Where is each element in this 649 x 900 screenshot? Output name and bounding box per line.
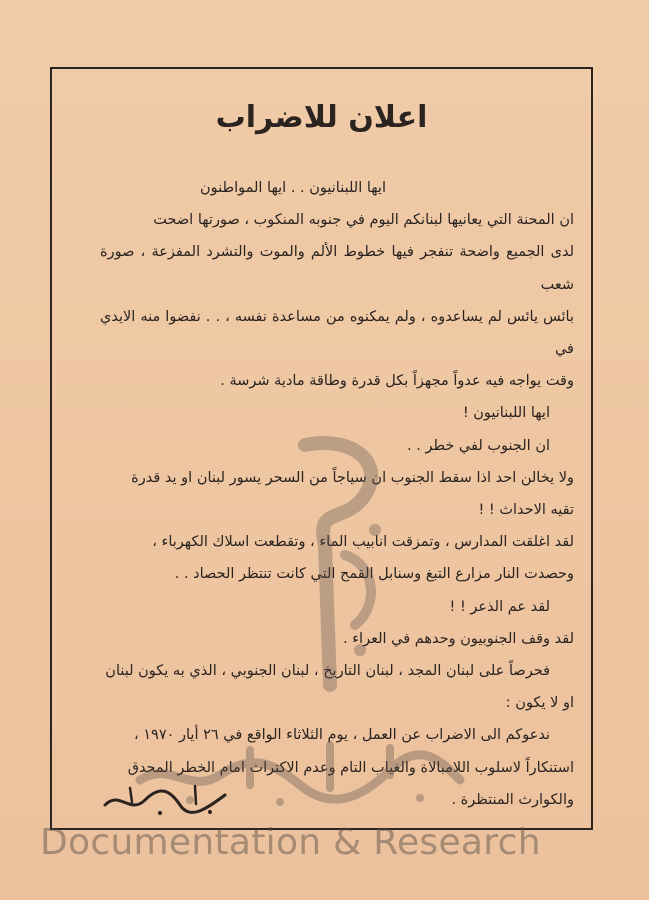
signature — [100, 780, 230, 820]
body-line: لقد عم الذعر ! ! — [449, 598, 550, 615]
watermark-text: Documentation & Research — [40, 822, 541, 863]
body-line: والكوارث المنتظرة . — [451, 791, 574, 808]
body-line: ان الجنوب لفي خطر . . — [407, 437, 550, 454]
body-line: ايها اللبنانيون . . ايها المواطنون — [200, 180, 386, 196]
body-line: وقت يواجه فيه عدواً مجهزاً بكل قدرة وطاقة مادية شرسة . — [220, 373, 574, 390]
body-line: ندعوكم الى الاضراب عن العمل ، يوم الثلاثاء الواقع في ٢٦ أيار ١٩٧٠ ، — [133, 727, 550, 744]
body-line: وحصدت النار مزارع التبغ وسنابل القمح التي كانت تنتظر الحصاد . . — [174, 566, 574, 583]
body-line: لقد وقف الجنوبيون وحدهم في العراء . — [343, 630, 574, 647]
body-line: او لا يكون : — [505, 695, 574, 712]
body-line: لدى الجميع واضحة تنفجر فيها خطوط الألم والموت والتشرد المفزعة ، صورة شعب — [100, 244, 574, 293]
document-title: اعلان للاضراب — [215, 100, 428, 135]
body-line: ايها اللبنانيون ! — [462, 405, 550, 422]
body-line: استنكاراً لاسلوب اللامبالاة والغياب التام وعدم الاكتراث امام الخطر المحدق — [127, 759, 574, 776]
body-line: ولا يخالن احد اذا سقط الجنوب ان سياجاً من السحر يسور لبنان او يد قدرة — [131, 469, 574, 486]
body-line: بائس يائس لم يساعدوه ، ولم يمكنوه من مساعدة نفسه ، . . نفضوا منه الايدي في — [100, 308, 574, 358]
body-line: تقيه الاحداث ! ! — [478, 502, 574, 519]
body-line: ان المحنة التي يعانيها لبنانكم اليوم في جنوبه المنكوب ، صورتها اضحت — [153, 212, 574, 229]
body-line: فحرصاً على لبنان المجد ، لبنان التاريخ ، لبنان الجنوبي ، الذي به يكون لبنان — [105, 663, 550, 680]
watermark-logo — [285, 435, 395, 695]
body-line: لقد اغلقت المدارس ، وتمزقت انابيب الماء ، وتقطعت اسلاك الكهرباء ، — [152, 534, 574, 551]
